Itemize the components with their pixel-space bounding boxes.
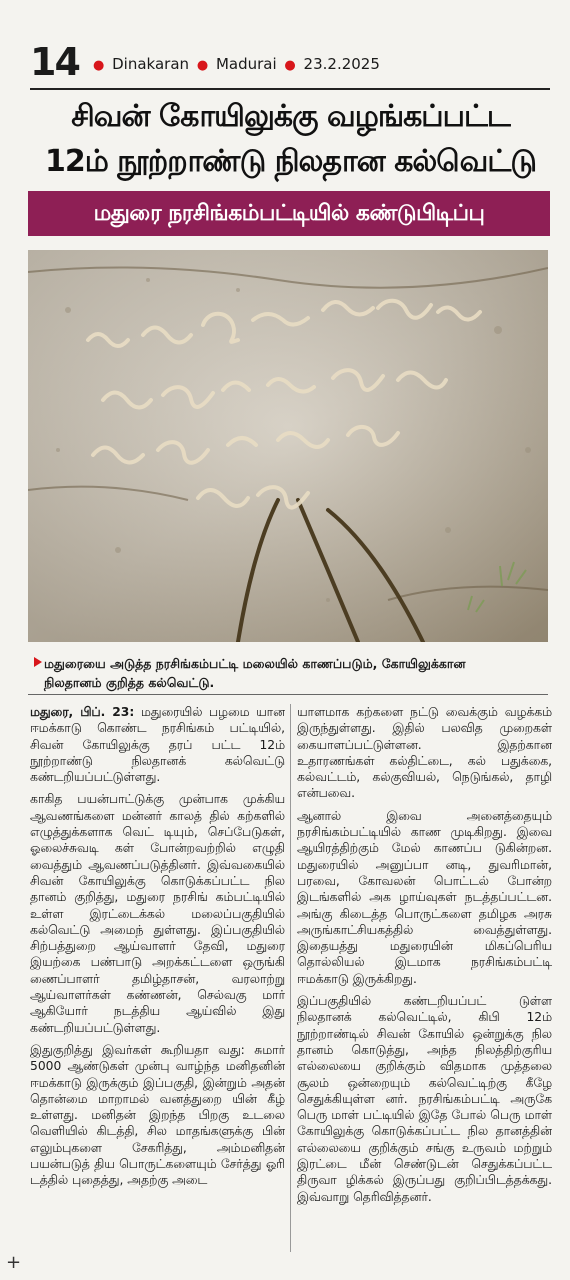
column-divider [290,704,291,1252]
registration-mark-icon: + [6,1252,22,1273]
headline-line-2: 12ம் நூற்றாண்டு நிலதான கல்வெட்டு [44,144,537,179]
publication-name: Dinakaran [112,55,190,73]
article-column-right [297,704,552,1260]
article-paragraph: இதுகுறித்து இவர்கள் கூறியதா வது: சுமார் 5000 ஆண்டுகள் முன்பு வாழ்ந்த மனிதனின் ஈமக்காடு இருக்கும் இப்பகுதி, இன்றும் அதன் தொன்மை மாறாமல் வனத்துறை யின் கீழ் உள்ளது. மனிதன் இறந்த பிறகு உடலை வெளியில் கிடத்தி, சில மாதங்களுக்கு பின் எலும்புகளை சேகரித்து, அம்மனிதன் பயன்படுத் திய பொருட்களையும் சேர்த்து ஓரி டத்தில் புதைத்து, அதற்கு அடை [30,1042,285,1188]
headline [28,94,553,184]
caption-arrow-icon [34,657,42,667]
paragraph-text: மதுரையில் பழமை யான ஈமக்காடு கொண்ட நரசிங்கம் பட்டியில், சிவன் கோயிலுக்கு தரப் பட்ட 12ம் நூற்றாண்டு நிலதானக் கல்வெட்டு கண்டறியப்பட்டுள்ளது. [30,705,285,785]
dateline: மதுரை, பிப். 23: [30,705,135,719]
masthead [30,40,550,88]
rock-inscription-image [28,250,548,642]
subhead-text: மதுரை நரசிங்கம்பட்டியில் கண்டுபிடிப்பு [93,201,485,226]
bullet-dot-icon: ● [196,58,209,73]
inscription-photo [28,250,548,642]
masthead-meta [90,54,380,76]
article-paragraph: யாளமாக கற்களை நட்டு வைக்கும் வழக்கம் இருந்துள்ளது. இதில் பலவித முறைகள் கையாளப்பட்டுள்ளன. இதற்கான உதாரணங்கள் கல்திட்டை, கல் பதுக்கை, கல்வட்டம், கல்குவியல், நெடுங்கல், தாழி என்பவை. [297,705,552,801]
issue-date: 23.2.2025 [303,55,380,73]
article-paragraph [30,704,285,785]
caption-line-2: நிலதானம் குறித்த கல்வெட்டு. [44,675,215,690]
page-number: 14 [30,40,79,84]
article-paragraph: இப்பகுதியில் கண்டறியப்பட் டுள்ள நிலதானக் கல்வெட்டில், கிபி 12ம் நூற்றாண்டில் சிவன் கோயில் ஒன்றுக்கு நில தானம் கொடுத்து, அந்த நிலத்திற்குரிய எல்லையை குறிக்கும் விதமாக முத்தலை சூலம் ஒன்றையும் கல்வெட்டிற்கு கீழே செதுக்கியுள்ள னர். நரசிங்கம்பட்டி அருகே பெரு மாள் பட்டியில் இதே போல் பெரு மாள் கோயிலுக்கு கொடுக்கப்பட்ட நில தானத்தின் எல்லையை குறிக்கும் சங்கு உருவம் மற்றும் இரட்டை மீன் செண்டுடன் செதுக்கப்பட்ட திருவா ழிக்கல் இருப்பது குறிப்பிடத்தக்கது. இவ்வாறு தெரிவித்தனர். [297,994,552,1204]
bullet-dot-icon: ● [284,58,296,73]
subhead-banner [28,191,550,236]
masthead-rule [30,88,550,90]
article-paragraph: காகித பயன்பாட்டுக்கு முன்பாக முக்கிய ஆவணங்களை மன்னர் காலத் தில் கற்களில் எழுத்துக்களாக வெட் டியும், செப்பேடுகள், ஓலைச்சுவடி கள் போன்றவற்றில் எழுதி வைத்தும் ஆவணப்படுத்தினர். இவ்வகையில் சிவன் கோயிலுக்கு கொடுக்கப்பட்ட நில தானம் குறித்து, மதுரை நரசிங் கம்பட்டியில் உள்ள இரட்டைக்கல் மலைப்பகுதியில் கல்வெட்டு அமைந் துள்ளது. இப்பகுதியில் சிற்பத்துறை ஆய்வாளர் தேவி, மதுரை இயற்கை பண்பாடு அறக்கட்டளை ஒருங்கி ணைப்பாளர் தமிழ்தாசன், வரலாற்று ஆய்வாளர்கள் கண்ணன், செல்வகு மார் ஆகியோர் நடத்திய ஆய்வில் இது கண்டறியப்பட்டுள்ளது. [30,792,285,1035]
article-paragraph: ஆனால் இவை அனைத்தையும் நரசிங்கம்பட்டியில் காண முடிகிறது. இவை ஆயிரத்திற்கும் மேல் காணப்ப டுகின்றன. மதுரையில் அனுப்பா னடி, துவரிமான், பரவை, கோவலன் பொட்டல் போன்ற இடங்களில் அக ழாய்வுகள் நடத்தப்பட்டன. அங்கு கிடைத்த பொருட்களை தமிழக அரசு அருங்காட்சியகத்தில் வைத்துள்ளது. இதையத்து மதுரையின் மிகப்பெரிய தொல்லியல் இடமாக நரசிங்கம்பட்டி ஈமக்காடு இருக்கிறது. [297,808,552,986]
article-column-left [30,704,285,1260]
bullet-dot-icon: ● [93,58,105,73]
caption-divider [28,694,548,695]
headline-line-1: சிவன் கோயிலுக்கு வழங்கப்பட்ட [71,99,510,134]
edition-name: Madurai [215,55,277,73]
caption-line-1: மதுரையை அடுத்த நரசிங்கம்பட்டி மலையில் காணப்படும், கோயிலுக்கான [44,656,466,671]
photo-caption [44,654,549,692]
